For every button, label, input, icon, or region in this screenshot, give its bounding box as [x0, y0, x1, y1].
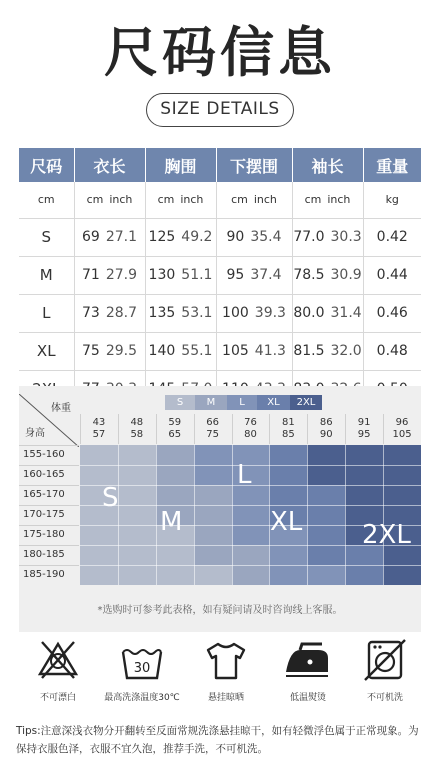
legend-chip: XL [257, 395, 290, 410]
unit-inch: inch [109, 193, 133, 207]
size-zone-cell [156, 485, 194, 505]
size-cell: L [19, 294, 74, 332]
weight-cell: 0.42 [363, 218, 421, 256]
height-range: 165-170 [23, 489, 65, 500]
size-zone-cell [156, 545, 194, 565]
unit-cm: cm [304, 193, 322, 207]
size-zone-cell [307, 485, 345, 505]
value-inch: 53.1 [181, 305, 213, 321]
size-zone-cell [307, 505, 345, 525]
size-zone-cell [80, 565, 118, 585]
height-range: 185-190 [23, 569, 65, 580]
unit-chest [145, 182, 216, 218]
weight-min: 76 [244, 417, 257, 428]
weight-max: 58 [130, 429, 144, 440]
measure-cell [74, 332, 145, 370]
care-tips: Tips:注意深浅衣物分开翻转至反面常规洗涤悬挂晾干，如有轻微浮色属于正常现象。为保持衣服色泽，衣服不宜久泡，推荐手洗，不可机洗。 [16, 725, 419, 755]
unit-inch: inch [180, 193, 204, 207]
row-divider [19, 565, 79, 566]
grid-line [307, 445, 308, 585]
size-zone-cell [118, 465, 156, 485]
page-title: 尺码信息 [104, 21, 336, 84]
column-divider [194, 414, 195, 444]
value-inch: 31.4 [330, 305, 362, 321]
value-cm: 71 [82, 267, 100, 283]
legend-chip: S [165, 395, 195, 410]
weight-axis-label: 体重 [51, 403, 71, 414]
weight-range [118, 417, 156, 441]
hang-dry-icon [202, 636, 250, 684]
size-zone-cell [156, 445, 194, 465]
size-zone-cell [118, 445, 156, 465]
size-zone-cell [80, 545, 118, 565]
weight-min: 43 [92, 417, 106, 428]
size-row [19, 218, 421, 256]
weight-range [194, 417, 232, 441]
size-zone-cell [345, 465, 383, 485]
size-zone-cell [118, 565, 156, 585]
weight-range [383, 417, 421, 441]
value-cm: 95 [226, 267, 245, 283]
weight-max: 85 [282, 429, 295, 440]
value-cm: 80.0 [293, 305, 325, 321]
size-zone-cell [156, 565, 194, 585]
grid-line [118, 445, 119, 585]
value-inch: 29.5 [105, 343, 137, 359]
column-divider [269, 414, 270, 444]
column-divider [118, 414, 119, 444]
measure-cell [74, 218, 145, 256]
size-zone-cell [194, 565, 232, 585]
grid-line [232, 445, 233, 585]
value-inch: 30.3 [330, 229, 362, 245]
column-divider [156, 414, 157, 444]
value-inch: 55.1 [181, 343, 213, 359]
size-zone-cell [118, 545, 156, 565]
measure-cell [74, 294, 145, 332]
measure-cell [74, 256, 145, 294]
value-cm: 75 [82, 343, 100, 359]
size-zone-cell [383, 485, 421, 505]
measure-cell [145, 218, 216, 256]
size-zone-cell [383, 445, 421, 465]
value-cm: 77.0 [293, 229, 325, 245]
value-cm: 130 [148, 267, 176, 283]
size-zone-cell [307, 525, 345, 545]
value-inch: 37.4 [250, 267, 282, 283]
no-machine-wash-icon [361, 636, 409, 684]
value-inch: 27.1 [105, 229, 137, 245]
measure-cell [292, 294, 363, 332]
weight-min: 66 [206, 417, 219, 428]
weight-range [269, 417, 307, 441]
weight-max: 95 [357, 429, 371, 440]
size-zone-cell [307, 565, 345, 585]
weight-min: 48 [130, 417, 144, 428]
weight-max: 105 [392, 429, 412, 440]
care-no-bleach [18, 636, 98, 703]
value-cm: 135 [148, 305, 176, 321]
size-zone-cell [118, 505, 156, 525]
size-zone-cell [345, 445, 383, 465]
height-range: 155-160 [23, 449, 65, 460]
size-zone-cell [269, 465, 307, 485]
badge-notch [289, 125, 297, 128]
column-divider [307, 414, 308, 444]
size-zone-cell [232, 525, 270, 545]
care-label: 低温熨烫 [289, 693, 326, 703]
weight-min: 59 [168, 417, 182, 428]
size-zone-cell [345, 485, 383, 505]
weight-range [156, 417, 194, 441]
column-divider [383, 414, 384, 444]
size-zone-label: XL [270, 507, 303, 537]
column-divider [232, 414, 233, 444]
header-length: 衣长 [74, 148, 145, 182]
height-range: 180-185 [23, 549, 65, 560]
row-divider [19, 465, 79, 466]
size-zone-cell [118, 525, 156, 545]
size-zone-cell [383, 565, 421, 585]
measure-cell [145, 332, 216, 370]
weight-min: 91 [357, 417, 371, 428]
grid-line [80, 565, 421, 566]
size-table-header [19, 148, 421, 182]
wash-30-icon [117, 636, 167, 684]
header-size: 尺码 [19, 148, 74, 182]
legend-chip: M [195, 395, 227, 410]
care-label: 不可机洗 [366, 693, 403, 703]
value-inch: 30.9 [330, 267, 362, 283]
value-inch: 28.7 [105, 305, 137, 321]
row-divider [19, 545, 79, 546]
unit-cm: cm [157, 193, 175, 207]
size-zone-cell [194, 545, 232, 565]
size-zone-cell [232, 505, 270, 525]
care-wash-30 [102, 636, 182, 703]
header-sleeve: 袖长 [292, 148, 363, 182]
height-axis-label: 身高 [25, 428, 45, 439]
units-row [19, 182, 421, 218]
value-cm: 78.5 [293, 267, 325, 283]
size-zone-label: L [237, 460, 252, 490]
weight-range [345, 417, 383, 441]
size-cell: S [19, 218, 74, 256]
value-cm: 69 [82, 229, 100, 245]
size-zone-label: 2XL [362, 520, 411, 550]
weight-cell: 0.48 [363, 332, 421, 370]
value-inch: 32.0 [330, 343, 362, 359]
measure-cell [216, 218, 292, 256]
weight-min: 96 [395, 417, 409, 428]
size-row [19, 294, 421, 332]
unit-length [74, 182, 145, 218]
value-cm: 90 [226, 229, 245, 245]
size-zone-cell [269, 545, 307, 565]
legend-chip: 2XL [290, 395, 322, 410]
value-inch: 27.9 [105, 267, 137, 283]
wash-temp-text: 30 [133, 661, 151, 676]
value-cm: 100 [222, 305, 249, 321]
value-cm: 140 [148, 343, 176, 359]
unit-inch: inch [327, 193, 351, 207]
measure-cell [292, 256, 363, 294]
row-divider [19, 485, 79, 486]
value-cm: 125 [148, 229, 176, 245]
row-divider [19, 505, 79, 506]
grid-line [80, 505, 421, 506]
size-zone-cell [232, 545, 270, 565]
grid-line [345, 445, 346, 585]
size-zone-cell [307, 465, 345, 485]
row-divider [19, 525, 79, 526]
care-no-machine-wash [345, 636, 425, 703]
chart-note: *选购时可参考此表格，如有疑问请及时咨询线上客服。 [97, 605, 343, 616]
grid-line [194, 445, 195, 585]
value-inch: 35.4 [250, 229, 282, 245]
column-divider [345, 414, 346, 444]
size-recommendation-chart [19, 386, 421, 632]
low-iron-icon [282, 636, 334, 684]
measure-cell [216, 256, 292, 294]
size-zone-cell [269, 565, 307, 585]
value-inch: 51.1 [181, 267, 213, 283]
size-zone-cell [80, 445, 118, 465]
unit-weight: kg [363, 182, 421, 218]
size-zone-cell [194, 505, 232, 525]
weight-min: 86 [319, 417, 333, 428]
care-hang-dry [186, 636, 266, 703]
header-weight: 重量 [363, 148, 421, 182]
value-cm: 81.5 [293, 343, 325, 359]
value-cm: 73 [82, 305, 100, 321]
unit-sleeve [292, 182, 363, 218]
size-zone-cell [194, 525, 232, 545]
size-zone-cell [194, 465, 232, 485]
size-table [19, 148, 421, 409]
care-label: 最高洗涤温度30℃ [104, 693, 180, 703]
size-zone-cell [80, 525, 118, 545]
size-cell: M [19, 256, 74, 294]
column-divider [80, 414, 81, 444]
size-cell: XL [19, 332, 74, 370]
measure-cell [292, 218, 363, 256]
weight-cell: 0.44 [363, 256, 421, 294]
height-range: 170-175 [23, 509, 65, 520]
size-zone-cell [307, 445, 345, 465]
measure-cell [145, 256, 216, 294]
size-zone-label: S [102, 483, 119, 513]
size-zone-cell [232, 565, 270, 585]
grid-line [156, 445, 157, 585]
value-inch: 41.3 [254, 343, 286, 359]
size-zone-cell [194, 485, 232, 505]
unit-cm: cm [231, 193, 248, 207]
weight-range [80, 417, 118, 441]
unit-size: cm [19, 182, 74, 218]
weight-cell: 0.46 [363, 294, 421, 332]
weight-range [307, 417, 345, 441]
size-zone-cell [118, 485, 156, 505]
measure-cell [145, 294, 216, 332]
header-hem: 下摆围 [216, 148, 292, 182]
subtitle-badge [146, 93, 294, 127]
care-low-iron [268, 636, 348, 703]
row-divider [19, 445, 79, 446]
care-label: 悬挂晾晒 [207, 693, 244, 703]
weight-max: 57 [92, 429, 106, 440]
unit-hem [216, 182, 292, 218]
size-zone-cell [156, 465, 194, 485]
legend-chip: L [227, 395, 257, 410]
weight-max: 65 [168, 429, 182, 440]
weight-max: 80 [244, 429, 257, 440]
subtitle-text: SIZE DETAILS [160, 99, 280, 119]
care-label: 不可漂白 [39, 693, 76, 703]
badge-notch [143, 92, 151, 95]
size-zones [80, 445, 421, 585]
size-zone-cell [345, 565, 383, 585]
measure-cell [292, 332, 363, 370]
size-row [19, 256, 421, 294]
unit-cm: cm [86, 193, 104, 207]
value-inch: 39.3 [254, 305, 286, 321]
size-zone-cell [194, 445, 232, 465]
measure-cell [216, 332, 292, 370]
header-chest: 胸围 [145, 148, 216, 182]
measure-cell [216, 294, 292, 332]
value-cm: 105 [222, 343, 249, 359]
weight-max: 90 [319, 429, 333, 440]
size-zone-cell [307, 545, 345, 565]
size-row [19, 332, 421, 370]
size-zone-cell [269, 485, 307, 505]
height-range: 160-165 [23, 469, 65, 480]
value-inch: 49.2 [181, 229, 213, 245]
no-bleach-icon [34, 636, 82, 684]
weight-range [232, 417, 270, 441]
height-range: 175-180 [23, 529, 65, 540]
size-zone-cell [383, 465, 421, 485]
grid-line [383, 445, 384, 585]
weight-max: 75 [206, 429, 219, 440]
size-zone-cell [80, 465, 118, 485]
weight-min: 81 [282, 417, 295, 428]
unit-inch: inch [253, 193, 277, 207]
size-zone-label: M [160, 507, 183, 537]
size-zone-cell [269, 445, 307, 465]
